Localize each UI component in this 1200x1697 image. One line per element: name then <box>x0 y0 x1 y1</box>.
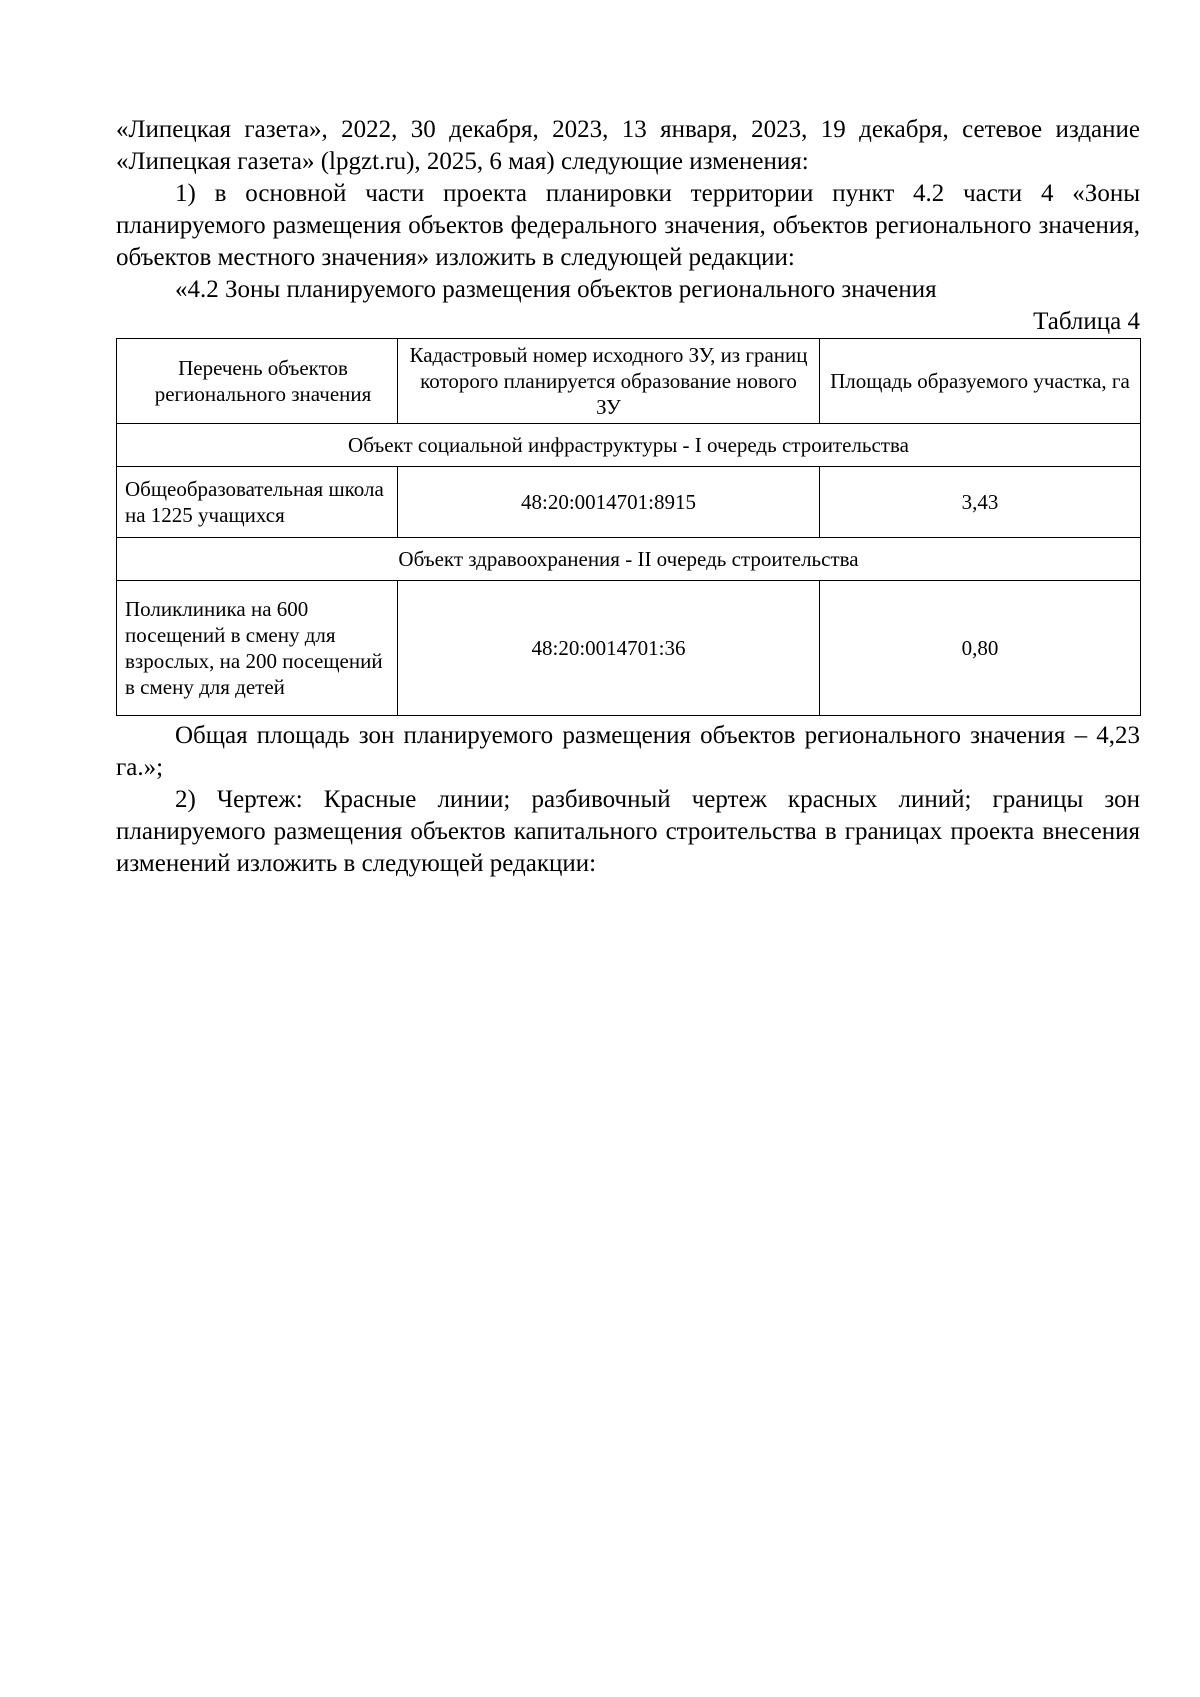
cadastral-number-cell: 48:20:0014701:8915 <box>398 467 820 538</box>
section-title: Объект здравоохранения - II очередь строительства <box>117 538 1141 581</box>
table-row <box>117 581 1141 716</box>
section-heading: «4.2 Зоны планируемого размещения объектов регионального значения <box>175 276 937 303</box>
item-1-paragraph: 1) в основной части проекта планировки территории пункт 4.2 части 4 «Зоны планируемого размещения объектов федерального значения, объектов регионального значения, объектов местного значения» изложить в следующей редакции: <box>116 180 1140 271</box>
section-row <box>117 424 1141 467</box>
table-row <box>117 467 1141 538</box>
area-cell: 0,80 <box>820 581 1141 716</box>
object-name-cell: Общеобразовательная школа на 1225 учащихся <box>117 467 398 538</box>
table-header-row <box>117 339 1141 424</box>
area-cell: 3,43 <box>820 467 1141 538</box>
table-caption: Таблица 4 <box>1033 308 1140 335</box>
header-area: Площадь образуемого участка, га <box>820 339 1141 424</box>
item-2-paragraph: 2) Чертеж: Красные линии; разбивочный чертеж красных линий; границы зон планируемого размещения объектов капитального строительства в границах проекта внесения изменений изложить в следующей редакции: <box>116 786 1140 877</box>
cadastral-number-cell: 48:20:0014701:36 <box>398 581 820 716</box>
section-row <box>117 538 1141 581</box>
total-area-paragraph: Общая площадь зон планируемого размещения объектов регионального значения – 4,23 га.»; <box>116 722 1140 781</box>
intro-paragraph: «Липецкая газета», 2022, 30 декабря, 2023, 13 января, 2023, 19 декабря, сетевое издание «Липецкая газета» (lpgzt.ru), 2025, 6 мая) следующие изменения: <box>116 116 1140 175</box>
object-name-cell: Поликлиника на 600 посещений в смену для взрослых, на 200 посещений в смену для детей <box>117 581 398 716</box>
document-page <box>116 114 1140 880</box>
header-cadastral-number: Кадастровый номер исходного ЗУ, из границ которого планируется образование нового ЗУ <box>398 339 820 424</box>
objects-table <box>116 338 1141 716</box>
section-title: Объект социальной инфраструктуры - I очередь строительства <box>117 424 1141 467</box>
header-objects-list: Перечень объектов регионального значения <box>117 339 398 424</box>
